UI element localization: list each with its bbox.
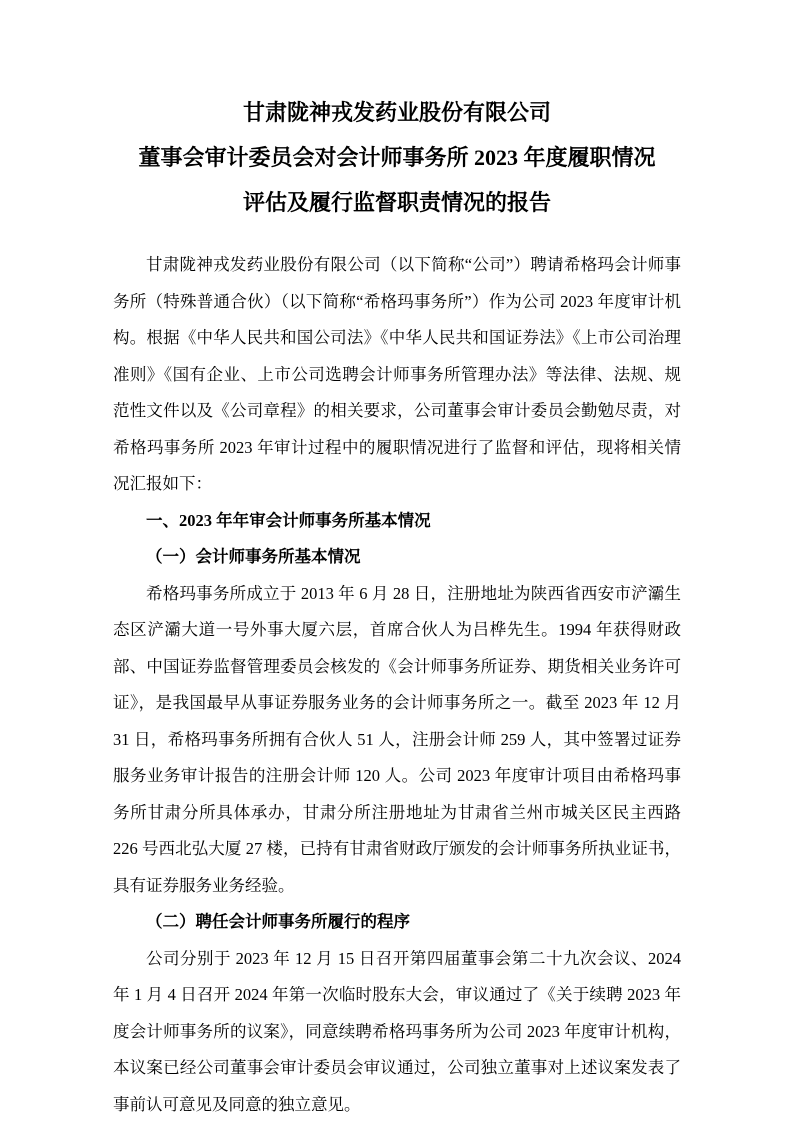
document-body <box>113 247 681 1122</box>
heading-section-1: 一、2023 年年审会计师事务所基本情况 <box>146 510 431 530</box>
title-line-report: 评估及履行监督职责情况的报告 <box>242 190 551 215</box>
paragraph-firm-basic-info: 希格玛事务所成立于 2013 年 6 月 28 日，注册地址为陕西省西安市浐灞生态区浐灞大道一号外事大厦六层，首席合伙人为吕桦先生。1994 年获得财政部、中国证券监督管理委员会核发的《会计师事务所证券、期货相关业务许可证》，是我国最早从事证券服务业务的会计师事务所之一。截至 2023 年 12 月 31 日，希格玛事务所拥有合伙人 51 人，注册会计师 259 人，其中签署过证券服务业务审计报告的注册会计师 120 人。公司 2023 年度审计项目由希格玛事务所甘肃分所具体承办，甘肃分所注册地址为甘肃省兰州市城关区民主西路 226 号西北弘大厦 27 楼，已持有甘肃省财政厅颁发的会计师事务所执业证书，具有证券服务业务经验。 <box>113 583 681 895</box>
paragraph-intro: 甘肃陇神戎发药业股份有限公司（以下简称“公司”）聘请希格玛会计师事务所（特殊普通合伙）（以下简称“希格玛事务所”）作为公司 2023 年度审计机构。根据《中华人民共和国公司法》《中华人民共和国证券法》《上市公司治理准则》《国有企业、上市公司选聘会计师事务所管理办法》等法律、法规、规范性文件以及《公司章程》的相关要求，公司董事会审计委员会勤勉尽责，对希格玛事务所 2023 年审计过程中的履职情况进行了监督和评估，现将相关情况汇报如下： <box>113 255 681 493</box>
title-line-subject: 董事会审计委员会对会计师事务所 2023 年度履职情况 <box>138 145 656 170</box>
paragraph-engagement-procedure: 公司分别于 2023 年 12 月 15 日召开第四届董事会第二十九次会议、2024 年 1 月 4 日召开 2024 年第一次临时股东大会，审议通过了《关于续聘 2023 年度会计师事务所的议案》，同意续聘希格玛事务所为公司 2023 年度审计机构，本议案已经公司董事会审计委员会审议通过，公司独立董事对上述议案发表了事前认可意见及同意的独立意见。 <box>113 948 681 1114</box>
document-title <box>113 90 681 225</box>
heading-subsection-1: （一）会计师事务所基本情况 <box>146 547 361 566</box>
title-line-company: 甘肃陇神戎发药业股份有限公司 <box>242 100 551 125</box>
heading-subsection-2: （二）聘任会计师事务所履行的程序 <box>146 912 410 931</box>
